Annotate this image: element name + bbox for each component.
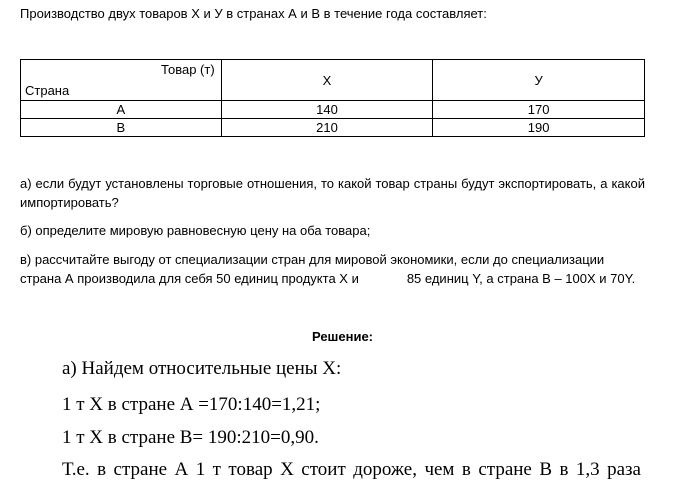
intro-text: Производство двух товаров Х и У в странах А и В в течение года составляет: [20,6,487,21]
row-country: В [21,119,222,137]
solution-line: 1 т Х в стране А =170:140=1,21; [62,394,321,415]
table-row [21,119,645,137]
solution-line: 1 т Х в стране В= 190:210=0,90. [62,427,319,448]
row-value-x: 210 [221,119,433,137]
corner-header-country: Страна [25,83,70,98]
question-c [20,250,645,288]
row-country: А [21,101,222,119]
row-value-y: 190 [433,119,645,137]
corner-header-goods: Товар (т) [161,62,215,77]
production-table [20,59,645,137]
table-row [21,101,645,119]
table-corner-cell [21,60,222,101]
row-value-x: 140 [221,101,433,119]
question-c-part1: в) рассчитайте выгоду от специализации стран для мировой экономики, если до специализации страна А производила для себя 50 единиц продукта Х и [20,252,605,286]
column-header-y: У [433,60,645,101]
question-a: а) если будут установлены торговые отношения, то какой товар страны будут экспортировать, а какой импортировать? [20,176,645,210]
solution-line: а) Найдем относительные цены Х: [62,358,342,379]
row-value-y: 170 [433,101,645,119]
question-c-part2: 85 единиц Y, а страна В – 100Х и 70Y. [406,271,636,286]
solution-heading: Решение: [311,329,374,344]
solution-line: Т.е. в стране А 1 т товар Х стоит дороже, чем в стране В в 1,3 раза [62,459,641,480]
question-b: б) определите мировую равновесную цену на оба товара; [20,223,371,238]
table-header-row [21,60,645,101]
column-header-x: Х [221,60,433,101]
